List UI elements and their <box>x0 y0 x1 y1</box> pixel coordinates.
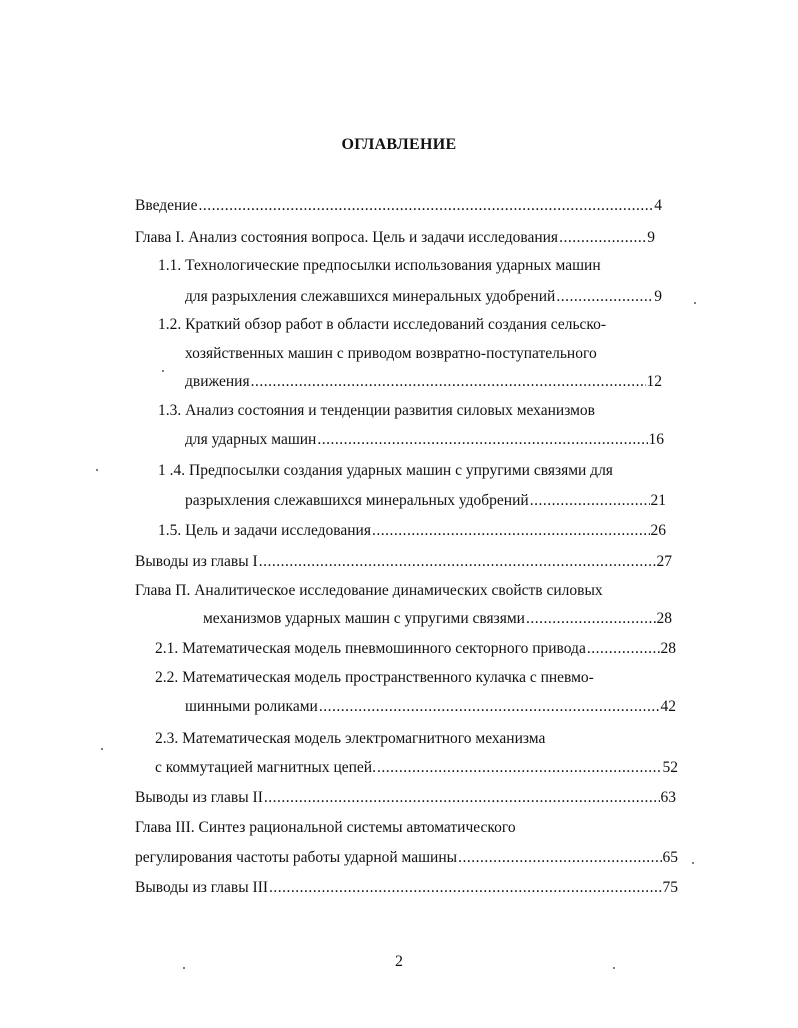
dot-leader <box>556 287 653 307</box>
toc-page: 4 <box>654 197 662 214</box>
dot-leader <box>317 430 647 450</box>
toc-entry-chapter-1 <box>135 228 655 248</box>
toc-page: 9 <box>647 229 655 246</box>
toc-entry-1-4-line1 <box>158 461 613 481</box>
toc-entry-1-2-line3 <box>185 372 662 392</box>
toc-entry-1-1-line2 <box>185 287 662 307</box>
toc-page: 27 <box>656 553 672 570</box>
toc-entry-1-3-line2 <box>185 430 664 450</box>
toc-text: 1.5. Цель и задачи исследования <box>158 522 371 539</box>
toc-entry-chapter-2-line1 <box>135 581 603 601</box>
toc-text: разрыхления слежавшихся минеральных удобрений <box>185 492 529 509</box>
scan-speck <box>96 469 98 471</box>
dot-leader <box>526 609 656 629</box>
toc-entry-2-2-line1 <box>155 668 594 688</box>
toc-entry-1-5 <box>158 521 666 541</box>
toc-entry-chapter-3-line1 <box>135 818 516 838</box>
toc-text: 2.3. Математическая модель электромагнитного механизма <box>155 730 546 747</box>
toc-page: 28 <box>656 610 672 627</box>
toc-text: Глава III. Синтез рациональной системы автоматического <box>135 819 516 836</box>
toc-page: 63 <box>660 789 676 806</box>
toc-text: для разрыхления слежавшихся минеральных удобрений <box>185 288 556 305</box>
dot-leader <box>259 552 656 572</box>
toc-entry-1-2-line2 <box>185 344 597 364</box>
dot-leader <box>377 758 662 778</box>
toc-text: 2.1. Математическая модель пневмошинного секторного привода <box>155 640 586 657</box>
scan-speck <box>694 302 696 304</box>
toc-text: Выводы из главы III <box>135 879 269 896</box>
toc-text: с коммутацией магнитных цепей. <box>155 759 376 776</box>
dot-leader <box>372 521 650 541</box>
toc-entry-chapter-2-line2 <box>203 609 672 629</box>
page-number: 2 <box>395 953 403 970</box>
toc-entry-introduction <box>135 196 662 216</box>
dot-leader <box>198 196 653 216</box>
toc-text: Введение <box>135 197 198 214</box>
scan-speck <box>692 862 694 864</box>
scan-speck <box>162 370 164 372</box>
toc-page: 75 <box>662 879 678 896</box>
toc-entry-2-3-line1 <box>155 729 545 749</box>
toc-page: 21 <box>650 492 666 509</box>
scan-speck <box>101 748 103 750</box>
toc-page: 9 <box>654 288 662 305</box>
dot-leader <box>559 228 646 248</box>
dot-leader <box>251 372 646 392</box>
toc-text: Глава П. Аналитическое исследование динамических свойств силовых <box>135 582 603 599</box>
toc-text: 1 .4. Предпосылки создания ударных машин с упругими связями для <box>158 462 613 479</box>
toc-page: 16 <box>648 431 664 448</box>
toc-entry-2-1 <box>155 639 676 659</box>
toc-entry-2-2-line2 <box>185 697 676 717</box>
toc-entry-chapter-3-line2 <box>135 848 678 868</box>
dot-leader <box>458 848 661 868</box>
toc-page: 52 <box>662 759 678 776</box>
toc-text: механизмов ударных машин с упругими связями <box>203 610 525 627</box>
dot-leader <box>264 788 660 808</box>
toc-text: 1.2. Краткий обзор работ в области исследований создания сельско- <box>158 316 607 333</box>
toc-entry-conclusions-1 <box>135 552 672 572</box>
toc-entry-conclusions-2 <box>135 788 676 808</box>
toc-entry-conclusions-3 <box>135 878 678 898</box>
toc-text: 1.3. Анализ состояния и тенденции развития силовых механизмов <box>158 402 595 419</box>
toc-text: хозяйственных машин с приводом возвратно-поступательного <box>185 345 597 362</box>
toc-page: 28 <box>660 640 676 657</box>
toc-page: 12 <box>646 373 662 390</box>
toc-title: ОГЛАВЛЕНИЕ <box>341 136 457 153</box>
toc-entry-1-4-line2 <box>185 491 666 511</box>
toc-page: 65 <box>662 849 678 866</box>
dot-leader <box>587 639 660 659</box>
toc-text: Глава I. Анализ состояния вопроса. Цель и задачи исследования <box>135 229 559 246</box>
scan-speck <box>613 967 615 969</box>
dot-leader <box>269 878 661 898</box>
toc-text: 2.2. Математическая модель пространственного кулачка с пневмо- <box>155 669 594 686</box>
toc-page: 42 <box>660 698 676 715</box>
dot-leader <box>530 491 650 511</box>
toc-text: шинными роликами <box>185 698 318 715</box>
toc-text: регулирования частоты работы ударной машины <box>135 849 458 866</box>
dot-leader <box>319 697 660 717</box>
toc-entry-1-2-line1 <box>158 315 606 335</box>
toc-entry-2-3-line2 <box>155 758 678 778</box>
scan-speck <box>183 967 185 969</box>
toc-entry-1-1-line1 <box>158 256 601 276</box>
toc-text: 1.1. Технологические предпосылки использования ударных машин <box>158 257 601 274</box>
toc-text: для ударных машин <box>185 431 317 448</box>
toc-text: Выводы из главы II <box>135 789 263 806</box>
toc-page: 26 <box>650 522 666 539</box>
toc-text: Выводы из главы I <box>135 553 258 570</box>
toc-text: движения <box>185 373 250 390</box>
toc-entry-1-3-line1 <box>158 401 595 421</box>
